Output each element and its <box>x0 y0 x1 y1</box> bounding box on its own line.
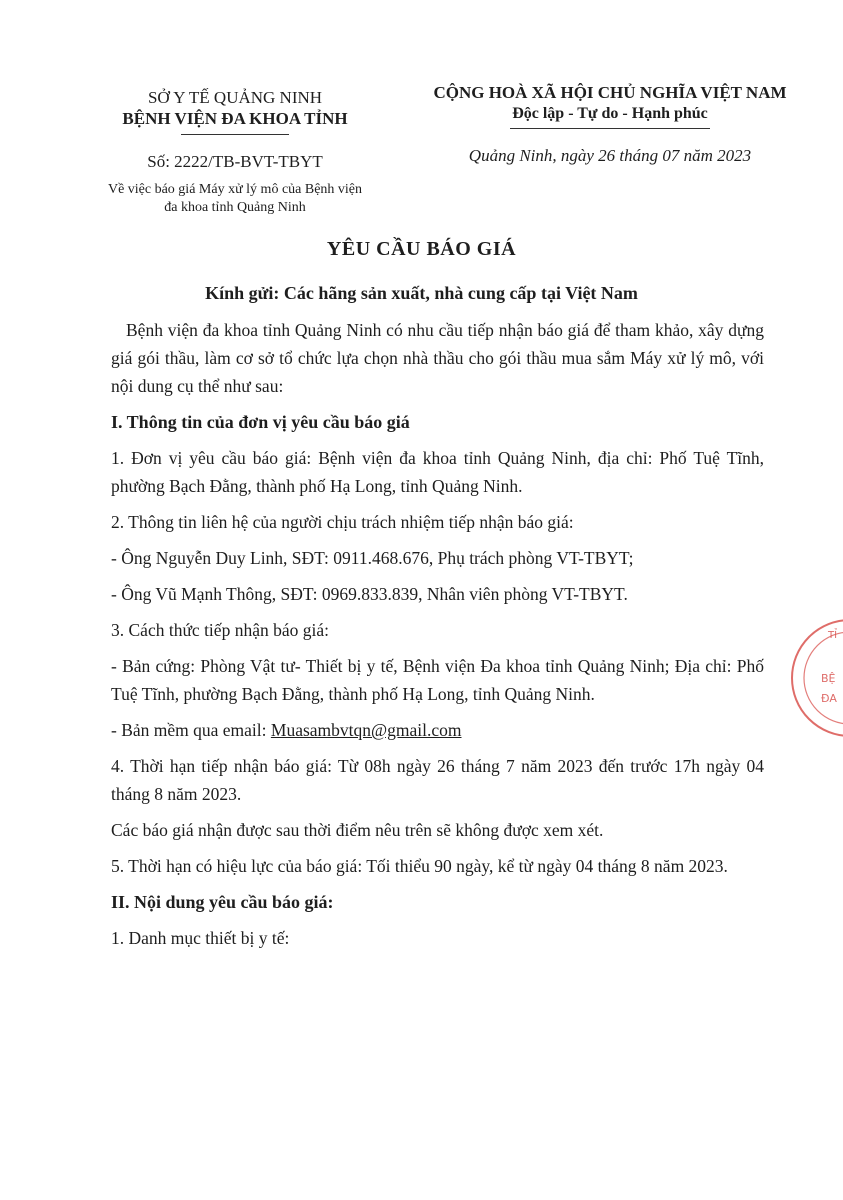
document-number: Số: 2222/TB-BVT-TBYT <box>147 152 323 171</box>
svg-text:ĐA: ĐA <box>821 692 837 705</box>
national-header <box>400 82 820 129</box>
late-note: Các báo giá nhận được sau thời điểm nêu trên sẽ không được xem xét. <box>111 820 604 840</box>
issuer-block <box>95 88 375 135</box>
section-1-item-4: 4. Thời hạn tiếp nhận báo giá: Từ 08h ngày 26 tháng 7 năm 2023 đến trước 17h ngày 04 tháng 8 năm 2023. <box>111 756 764 804</box>
section-1-item-2: 2. Thông tin liên hệ của người chịu trách nhiệm tiếp nhận báo giá: <box>111 512 574 532</box>
document-body <box>111 316 764 952</box>
svg-text:TỈ: TỈ <box>828 630 838 641</box>
greeting: Kính gửi: Các hãng sản xuất, nhà cung cấp tại Việt Nam <box>205 283 638 303</box>
section-1-item-3: 3. Cách thức tiếp nhận báo giá: <box>111 620 329 640</box>
section-1-item-5: 5. Thời hạn có hiệu lực của báo giá: Tối thiểu 90 ngày, kể từ ngày 04 tháng 8 năm 2023. <box>111 856 728 876</box>
section-2-item-1: 1. Danh mục thiết bị y tế: <box>111 928 290 948</box>
email-link[interactable]: Muasambvtqn@gmail.com <box>270 720 462 740</box>
section-1-heading: I. Thông tin của đơn vị yêu cầu báo giá <box>111 412 410 432</box>
contact-2: - Ông Vũ Mạnh Thông, SĐT: 0969.833.839, Nhân viên phòng VT-TBYT. <box>111 584 628 604</box>
subject-line-2: đa khoa tỉnh Quảng Ninh <box>164 200 306 215</box>
contact-1: - Ông Nguyễn Duy Linh, SĐT: 0911.468.676, Phụ trách phòng VT-TBYT; <box>111 548 634 568</box>
section-1-item-1: 1. Đơn vị yêu cầu báo giá: Bệnh viện đa khoa tỉnh Quảng Ninh, địa chỉ: Phố Tuệ Tĩnh, phường Bạch Đằng, thành phố Hạ Long, tỉnh Quảng Ninh. <box>111 448 764 496</box>
document-title: YÊU CẦU BÁO GIÁ <box>326 238 517 260</box>
subject-line-1: Về việc báo giá Máy xử lý mô của Bệnh viện <box>107 182 363 197</box>
red-seal-stamp <box>788 610 843 750</box>
softcopy-method <box>111 716 764 744</box>
place-date: Quảng Ninh, ngày 26 tháng 07 năm 2023 <box>468 146 752 165</box>
motto-underline <box>510 128 710 129</box>
org-parent: SỞ Y TẾ QUẢNG NINH <box>147 88 323 107</box>
hardcopy-method: - Bản cứng: Phòng Vật tư- Thiết bị y tế, Bệnh viện Đa khoa tỉnh Quảng Ninh; Địa chỉ: Phố Tuệ Tĩnh, phường Bạch Đằng, thành phố Hạ Long, tỉnh Quảng Ninh. <box>111 656 764 704</box>
softcopy-label: - Bản mềm qua email: <box>111 720 271 740</box>
document-subject <box>80 181 390 217</box>
national-motto: Độc lập - Tự do - Hạnh phúc <box>512 105 708 122</box>
country-name: CỘNG HOÀ XÃ HỘI CHỦ NGHĨA VIỆT NAM <box>433 83 787 102</box>
intro-paragraph: Bệnh viện đa khoa tỉnh Quảng Ninh có nhu cầu tiếp nhận báo giá để tham khảo, xây dựng giá gói thầu, làm cơ sở tổ chức lựa chọn nhà thầu cho gói thầu mua sắm Máy xử lý mô, với nội dung cụ thể như sau: <box>111 320 764 396</box>
svg-text:BỆ: BỆ <box>821 672 836 685</box>
section-2-heading: II. Nội dung yêu cầu báo giá: <box>111 892 334 912</box>
org-name: BỆNH VIỆN ĐA KHOA TỈNH <box>122 109 348 128</box>
issuer-underline <box>181 134 289 135</box>
